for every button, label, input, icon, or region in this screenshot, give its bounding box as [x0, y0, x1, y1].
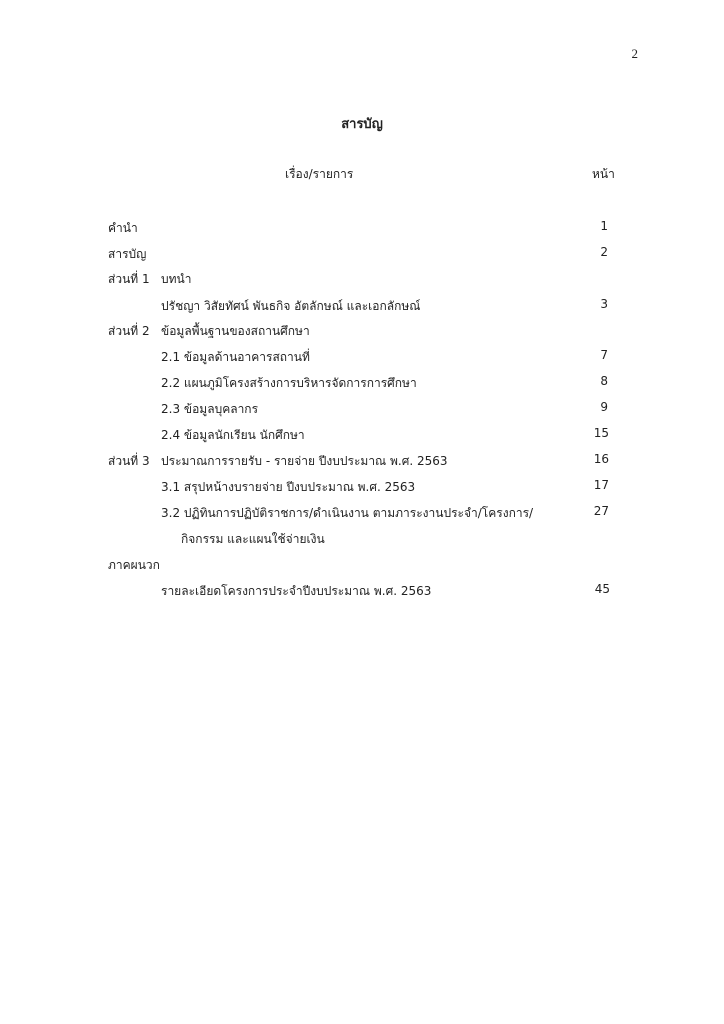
- toc-entry-page: 7: [600, 348, 608, 362]
- toc-entry-page: 27: [593, 504, 609, 518]
- toc-row: [0, 556, 724, 576]
- toc-row: [0, 270, 724, 290]
- toc-entry-page: 16: [593, 452, 609, 466]
- toc-row: [0, 348, 724, 368]
- toc-entry-text: 2.1 ข้อมูลด้านอาคารสถานที่: [161, 350, 310, 364]
- toc-row: [0, 530, 724, 550]
- toc-entry-text: 2.3 ข้อมูลบุคลากร: [161, 402, 259, 416]
- toc-entry-page: 2: [600, 245, 608, 259]
- toc-entry-text: สารบัญ: [108, 247, 147, 261]
- toc-row: [0, 504, 724, 524]
- toc-entry-page: 9: [600, 400, 608, 414]
- page-title: สารบัญ: [341, 117, 383, 132]
- toc-section-number: ส่วนที่ 2: [108, 324, 150, 338]
- toc-entry-text: บทนำ: [161, 272, 192, 286]
- column-header-topic: เรื่อง/รายการ: [285, 167, 354, 181]
- toc-entry-text: 2.4 ข้อมูลนักเรียน นักศึกษา: [161, 428, 305, 442]
- column-header-page: หน้า: [592, 167, 615, 181]
- toc-entry-page: 1: [600, 219, 608, 233]
- toc-entry-page: 15: [593, 426, 609, 440]
- page-number: 2: [631, 46, 638, 61]
- toc-entry-text: 3.1 สรุปหน้างบรายจ่าย ปีงบประมาณ พ.ศ. 2563: [161, 480, 416, 494]
- toc-entry-text: กิจกรรม และแผนใช้จ่ายเงิน: [181, 532, 325, 546]
- toc-row: [0, 452, 724, 472]
- toc-entry-page: 45: [594, 582, 610, 596]
- toc-entry-text: คำนำ: [108, 221, 138, 235]
- toc-row: [0, 400, 724, 420]
- toc-entry-page: 17: [593, 478, 609, 492]
- toc-entry-text: ภาคผนวก: [108, 558, 160, 572]
- toc-entry-page: 8: [600, 374, 608, 388]
- toc-row: [0, 374, 724, 394]
- toc-section-number: ส่วนที่ 3: [108, 454, 150, 468]
- toc-entry-text: ข้อมูลพื้นฐานของสถานศึกษา: [161, 324, 310, 338]
- toc-entry-page: 3: [600, 297, 608, 311]
- toc-section-number: ส่วนที่ 1: [108, 272, 150, 286]
- toc-entry-text: รายละเอียดโครงการประจำปีงบประมาณ พ.ศ. 2563: [161, 584, 432, 598]
- toc-row: [0, 245, 724, 265]
- toc-entry-text: ประมาณการรายรับ - รายจ่าย ปีงบประมาณ พ.ศ. 2563: [161, 454, 448, 468]
- toc-row: [0, 478, 724, 498]
- toc-entry-text: 3.2 ปฏิทินการปฏิบัติราชการ/ดำเนินงาน ตามภาระงานประจำ/โครงการ/: [161, 506, 534, 520]
- toc-row: [0, 582, 724, 602]
- toc-row: [0, 297, 724, 317]
- toc-entry-text: 2.2 แผนภูมิโครงสร้างการบริหารจัดการการศึกษา: [161, 376, 417, 390]
- toc-entry-text: ปรัชญา วิสัยทัศน์ พันธกิจ อัตลักษณ์ และเอกลักษณ์: [161, 299, 421, 313]
- toc-row: [0, 322, 724, 342]
- toc-row: [0, 426, 724, 446]
- toc-row: [0, 219, 724, 239]
